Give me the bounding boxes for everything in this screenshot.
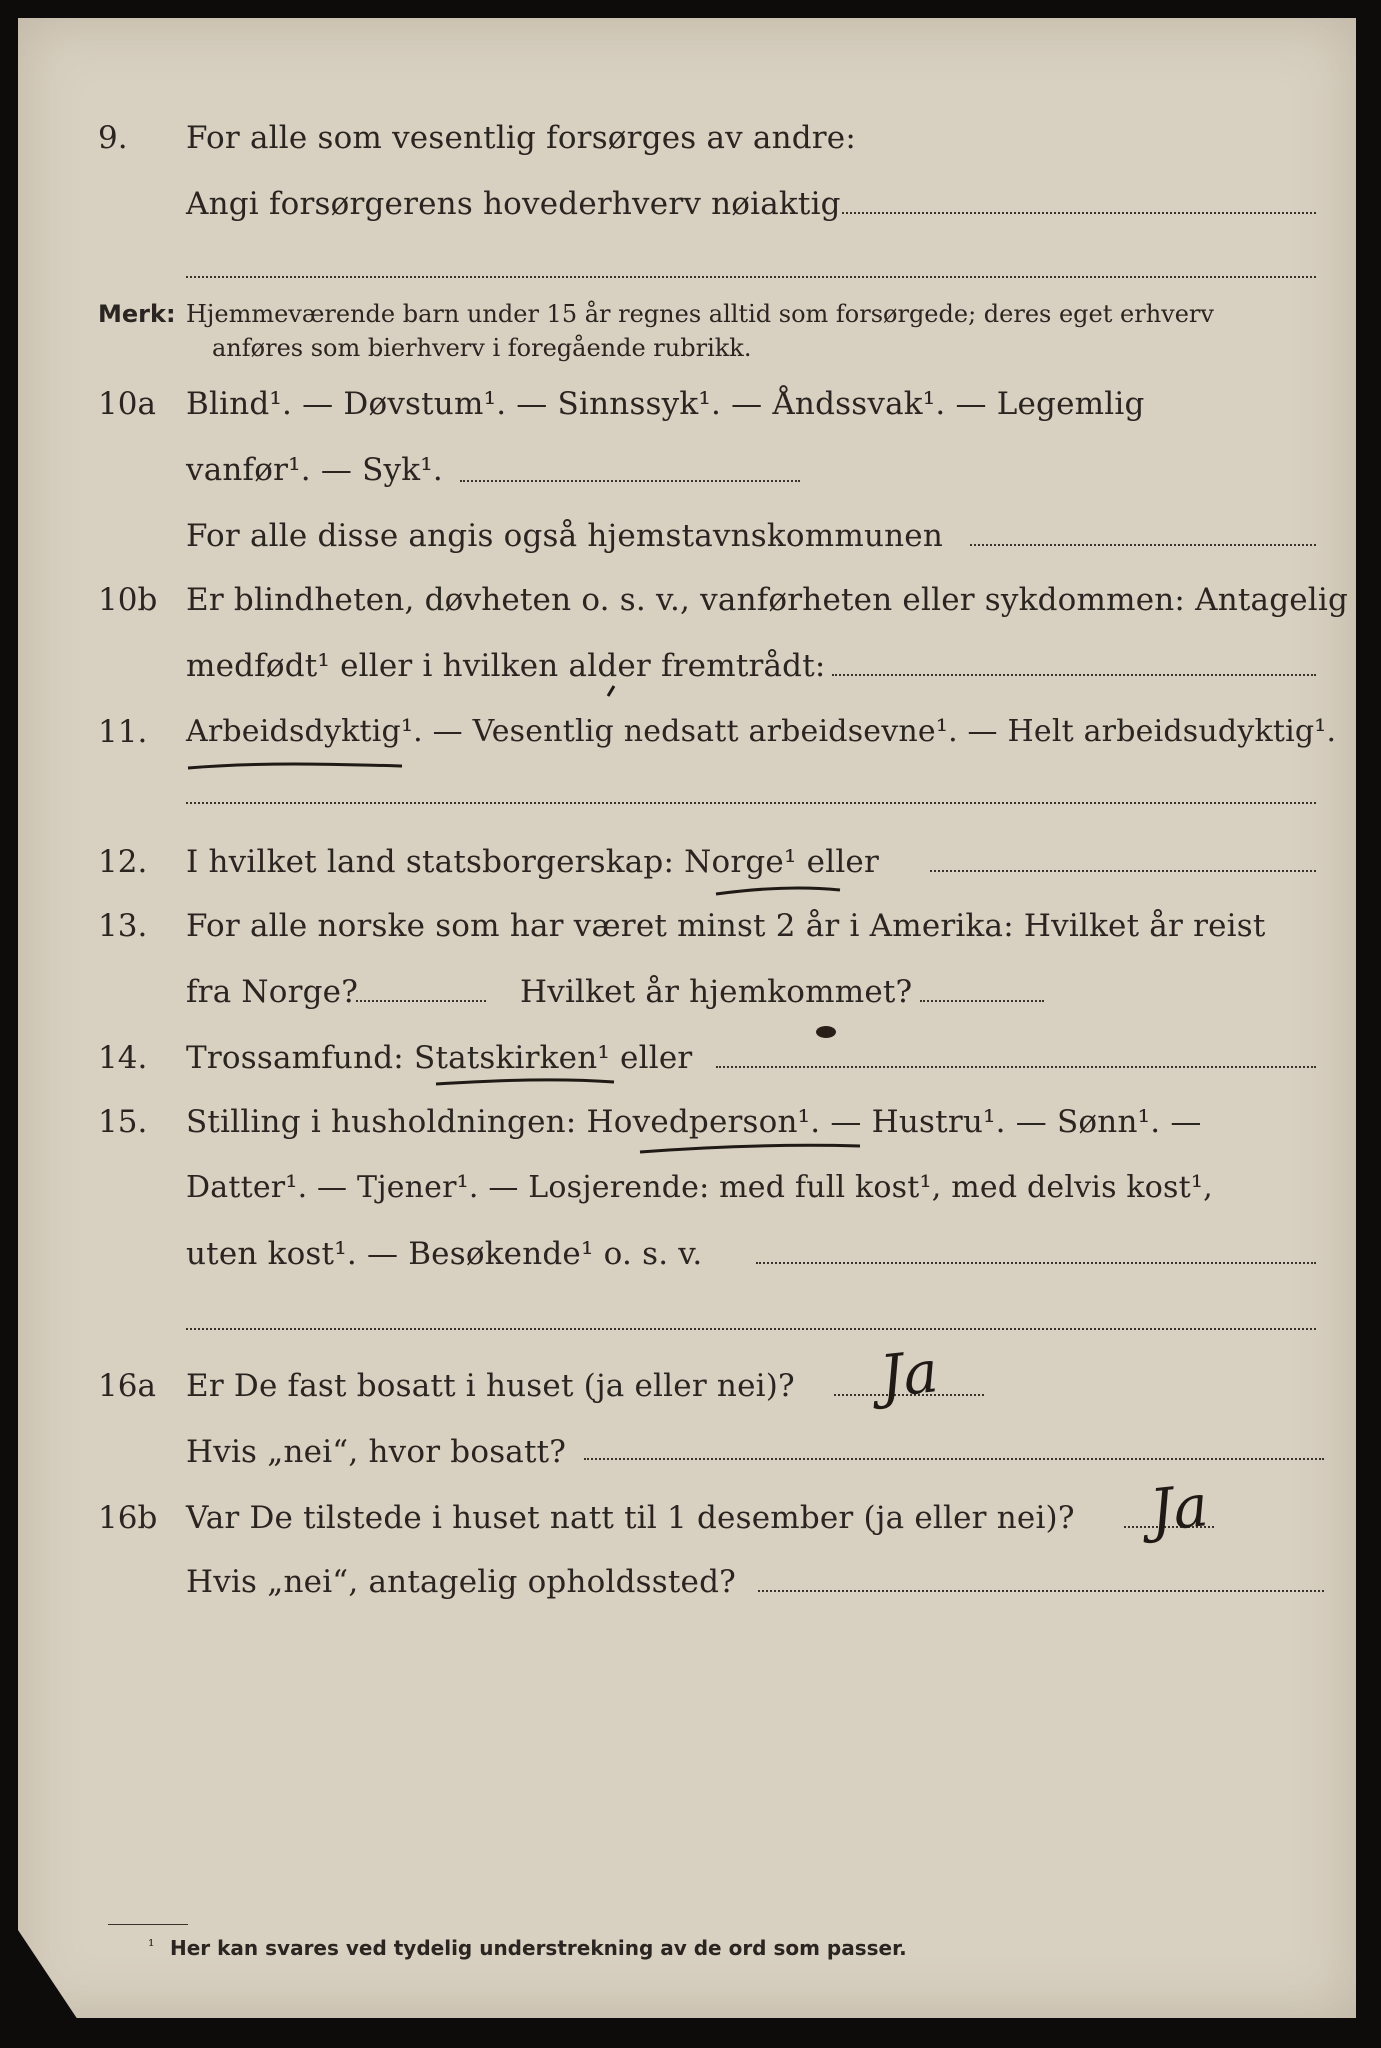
answer-16a: Ja bbox=[876, 1337, 942, 1411]
item-text: I hvilket land statsborgerskap: Norge¹ eller bbox=[186, 844, 879, 880]
answer-line[interactable] bbox=[842, 212, 1316, 214]
item-number: 14. bbox=[98, 1040, 148, 1076]
answer-line[interactable] bbox=[716, 1066, 1316, 1068]
item-text: uten kost¹. — Besøkende¹ o. s. v. bbox=[186, 1236, 703, 1272]
item-number: 16b bbox=[98, 1500, 158, 1536]
item-text: Hvis „nei“, antagelig opholdssted? bbox=[186, 1564, 736, 1600]
item-number: 11. bbox=[98, 714, 148, 750]
item-number: 12. bbox=[98, 844, 148, 880]
item-number: 10a bbox=[98, 386, 156, 422]
answer-line[interactable] bbox=[970, 544, 1316, 546]
item-number: 15. bbox=[98, 1104, 148, 1140]
item-text: Hvis „nei“, hvor bosatt? bbox=[186, 1434, 567, 1470]
item-text: Blind¹. — Døvstum¹. — Sinnssyk¹. — Åndssvak¹. — Legemlig bbox=[186, 386, 1145, 422]
item-text: Stilling i husholdningen: Hovedperson¹. — Hustru¹. — Sønn¹. — bbox=[186, 1104, 1202, 1140]
note-label: Merk: bbox=[98, 300, 176, 328]
answer-line[interactable] bbox=[584, 1458, 1324, 1460]
item-text: Trossamfund: Statskirken¹ eller bbox=[186, 1040, 693, 1076]
answer-line[interactable] bbox=[186, 1328, 1316, 1330]
answer-16b: Ja bbox=[1146, 1471, 1212, 1545]
item-text: medfødt¹ eller i hvilken alder fremtrådt: bbox=[186, 648, 826, 684]
answer-line[interactable] bbox=[460, 480, 800, 482]
item-text: vanfør¹. — Syk¹. bbox=[186, 452, 443, 488]
answer-line[interactable] bbox=[356, 1000, 486, 1002]
item-number: 13. bbox=[98, 908, 148, 944]
item-text: Angi forsørgerens hovederhverv nøiaktig bbox=[186, 186, 841, 222]
answer-line[interactable] bbox=[756, 1262, 1316, 1264]
footnote-mark: ¹ bbox=[148, 1936, 155, 1955]
item-text: For alle som vesentlig forsørges av andre: bbox=[186, 120, 856, 156]
note-text: anføres som bierhverv i foregående rubrikk. bbox=[212, 334, 752, 362]
item-text: Datter¹. — Tjener¹. — Losjerende: med full kost¹, med delvis kost¹, bbox=[186, 1170, 1213, 1205]
answer-line[interactable] bbox=[920, 1000, 1044, 1002]
footnote-divider bbox=[108, 1924, 188, 1925]
answer-line[interactable] bbox=[758, 1590, 1324, 1592]
answer-line[interactable] bbox=[832, 674, 1316, 676]
answer-line[interactable] bbox=[930, 870, 1316, 872]
item-text: For alle disse angis også hjemstavnskommunen bbox=[186, 518, 943, 554]
answer-line[interactable] bbox=[186, 802, 1316, 804]
item-number: 10b bbox=[98, 582, 158, 618]
item-text: fra Norge? bbox=[186, 974, 359, 1010]
item-number: 9. bbox=[98, 120, 128, 156]
item-text: Hvilket år hjemkommet? bbox=[520, 974, 913, 1010]
note-text: Hjemmeværende barn under 15 år regnes alltid som forsørgede; deres eget erhverv bbox=[186, 300, 1214, 328]
footnote-text: Her kan svares ved tydelig understrekning av de ord som passer. bbox=[170, 1936, 907, 1960]
item-number: 16a bbox=[98, 1368, 156, 1404]
item-text: For alle norske som har været minst 2 år i Amerika: Hvilket år reist bbox=[186, 908, 1266, 944]
item-text: Er De fast bosatt i huset (ja eller nei)? bbox=[186, 1368, 795, 1404]
item-text: Arbeidsdyktig¹. — Vesentlig nedsatt arbeidsevne¹. — Helt arbeidsudyktig¹. bbox=[186, 714, 1337, 749]
item-text: Var De tilstede i huset natt til 1 desember (ja eller nei)? bbox=[186, 1500, 1075, 1536]
item-text: Er blindheten, døvheten o. s. v., vanførheten eller sykdommen: Antagelig bbox=[186, 582, 1349, 618]
answer-line[interactable] bbox=[186, 276, 1316, 278]
